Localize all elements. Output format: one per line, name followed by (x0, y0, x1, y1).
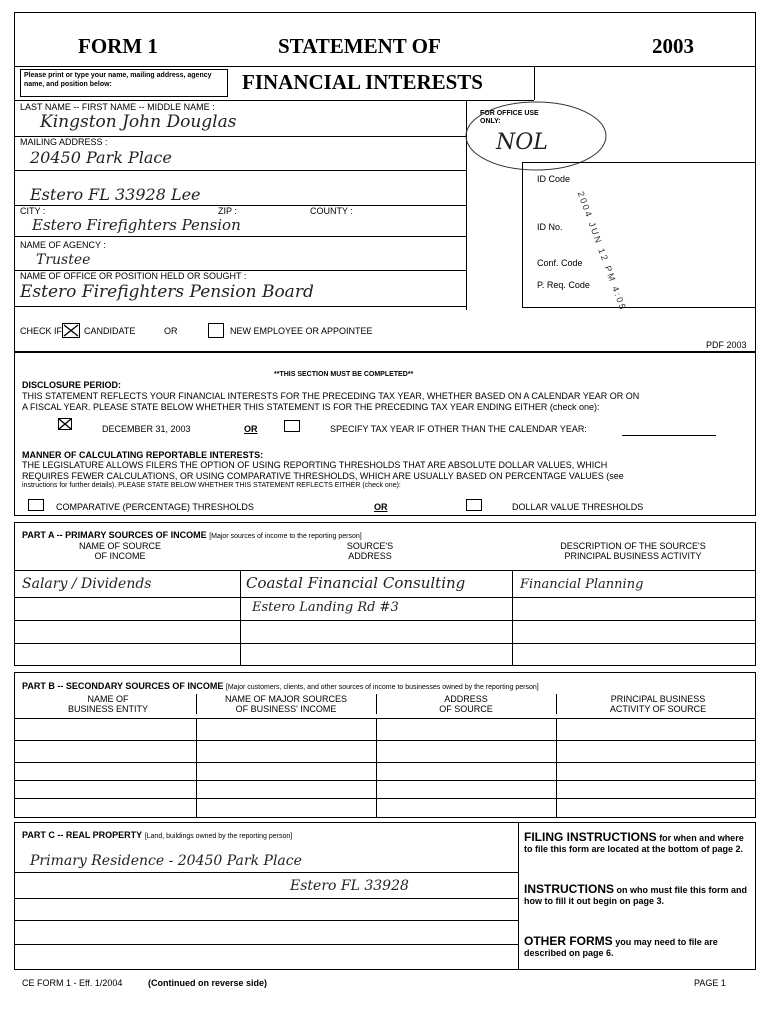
part-a-col1-header1: NAME OF SOURCE (78, 541, 161, 551)
part-a-subtitle: [Major sources of income to the reporting person] (209, 533, 362, 540)
part-b-col2-header2: OF BUSINESS' INCOME (235, 704, 337, 714)
form-title-line2: FINANCIAL INTERESTS (242, 70, 483, 94)
city-label: CITY : (20, 206, 46, 216)
part-c-rule (14, 872, 518, 873)
specify-checkbox[interactable] (284, 420, 300, 432)
mailing-label: MAILING ADDRESS : (20, 137, 108, 147)
p-req-code-label: P. Req. Code (537, 280, 590, 290)
manner-text3: instructions for further details). PLEASE STATE BELOW WHETHER THIS STATEMENT REFLECTS EITHER (check one): (22, 482, 401, 489)
part-b-col1-header2: BUSINESS ENTITY (67, 704, 148, 714)
part-c-rule (14, 898, 518, 899)
part-c-subtitle: [Land, buildings owned by the reporting person] (144, 833, 293, 840)
position-label: NAME OF OFFICE OR POSITION HELD OR SOUGHT : (20, 271, 247, 281)
filing-text: for when and where to file this form are located at the bottom of page 2. (524, 833, 744, 854)
form-number: FORM 1 (78, 34, 158, 58)
dec31-label: DECEMBER 31, 2003 (102, 424, 191, 434)
period-text2: A FISCAL YEAR. PLEASE STATE BELOW WHETHER THIS STATEMENT IS FOR THE PRECEDING TAX YEAR ENDING EITHER (check one): (22, 402, 600, 412)
form-title-line1: STATEMENT OF (278, 34, 441, 58)
part-b-header-divider (556, 694, 557, 714)
part-b-col-divider (376, 718, 377, 818)
period-or-label: OR (244, 424, 258, 434)
position-value[interactable]: Estero Firefighters Pension Board (20, 282, 314, 302)
part-b-header-divider (196, 694, 197, 714)
part-b-row-rule (14, 762, 756, 763)
part-b-header-divider (376, 694, 377, 714)
part-a-col-divider (512, 570, 513, 666)
manner-text1: THE LEGISLATURE ALLOWS FILERS THE OPTION OF USING REPORTING THRESHOLDS THAT ARE ABSOLUTE DOLLAR VALUES, WHICH (22, 460, 608, 470)
part-b-col4-header1: PRINCIPAL BUSINESS (610, 694, 706, 704)
footer-form-id: CE FORM 1 - Eff. 1/2004 (22, 978, 123, 988)
part-b-row-rule (14, 780, 756, 781)
part-a-title-text: PART A -- PRIMARY SOURCES OF INCOME (22, 530, 207, 540)
part-a-row1-address[interactable]: Coastal Financial Consulting (246, 574, 466, 592)
zip-label: ZIP : (218, 206, 237, 216)
part-a-row-rule (14, 570, 756, 571)
part-b-title-text: PART B -- SECONDARY SOURCES OF INCOME (22, 681, 224, 691)
part-a-row2-address[interactable]: Estero Landing Rd #3 (252, 600, 399, 615)
id-no-label: ID No. (537, 222, 563, 232)
part-a-row-rule (14, 643, 756, 644)
mailing-line1-rule (14, 170, 466, 171)
checkmark-x-icon (62, 323, 80, 338)
part-a-col3-header1: DESCRIPTION OF THE SOURCE'S (560, 541, 706, 551)
mailing-line2-rule (14, 205, 466, 206)
dollar-checkbox[interactable] (466, 499, 482, 511)
checkmark-x-icon (58, 418, 72, 430)
part-b-col3-header2: OF SOURCE (439, 704, 493, 714)
candidate-label: CANDIDATE (84, 326, 136, 336)
filing-instructions-block (524, 832, 750, 855)
period-text1: THIS STATEMENT REFLECTS YOUR FINANCIAL INTERESTS FOR THE PRECEDING TAX YEAR, WHETHER BASED ON A CALENDAR YEAR OR ON (22, 391, 640, 401)
comparative-checkbox[interactable] (28, 499, 44, 511)
dollar-label: DOLLAR VALUE THRESHOLDS (512, 502, 644, 512)
name-label: LAST NAME -- FIRST NAME -- MIDDLE NAME : (20, 102, 215, 112)
part-a-row1-name[interactable]: Salary / Dividends (22, 576, 152, 592)
manner-or-label: OR (374, 502, 388, 512)
part-a-col2-header2: ADDRESS (348, 551, 392, 561)
part-c-line2[interactable]: Estero FL 33928 (290, 878, 409, 894)
office-use-label: FOR OFFICE USE ONLY: (480, 110, 539, 125)
part-b-col-divider (196, 718, 197, 818)
conf-code-label: Conf. Code (537, 258, 583, 268)
comparative-label: COMPARATIVE (PERCENTAGE) THRESHOLDS (56, 502, 254, 512)
part-b-col1-header1: NAME OF (87, 694, 129, 704)
header-divider-right (534, 66, 756, 67)
part-a-col-divider (240, 570, 241, 666)
instruction-text: Please print or type your name, mailing address, agency name, and position below: (24, 72, 212, 88)
part-c-instructions-divider (518, 822, 519, 970)
other-forms-title: OTHER FORMS (524, 934, 613, 948)
mailing-line2[interactable]: Estero FL 33928 Lee (30, 185, 201, 204)
id-code-label: ID Code (537, 174, 571, 184)
agency-line1[interactable]: Estero Firefighters Pension (32, 216, 241, 234)
other-forms-text: you may need to file are described on page 6. (524, 937, 718, 958)
other-forms-block (524, 936, 750, 959)
part-b-col3-header1: ADDRESS (444, 694, 488, 704)
pdf-label: PDF 2003 (706, 340, 747, 350)
instructions-block (524, 884, 750, 907)
footer-continued: (Continued on reverse side) (148, 978, 268, 988)
must-complete-label: **THIS SECTION MUST BE COMPLETED** (274, 371, 414, 378)
instructions-text: on who must file this form and how to fill it out begin on page 3. (524, 885, 748, 906)
candidate-checkbox[interactable] (62, 323, 80, 338)
filing-title: FILING INSTRUCTIONS (524, 830, 657, 844)
position-rule (14, 306, 466, 307)
footer-page: PAGE 1 (694, 978, 726, 988)
part-c-title-text: PART C -- REAL PROPERTY (22, 830, 143, 840)
part-b-row-rule (14, 740, 756, 741)
part-b-subtitle: [Major customers, clients, and other sources of income to businesses owned by the reporting person] (225, 684, 539, 691)
form-year: 2003 (652, 34, 694, 58)
check-if-label: CHECK IF (20, 326, 63, 336)
agency-label: NAME OF AGENCY : (20, 240, 106, 250)
part-c-line1[interactable]: Primary Residence - 20450 Park Place (30, 853, 302, 869)
specify-label: SPECIFY TAX YEAR IF OTHER THAN THE CALENDAR YEAR: (330, 424, 587, 434)
new-employee-label: NEW EMPLOYEE OR APPOINTEE (230, 326, 373, 336)
part-b-col2-header1: NAME OF MAJOR SOURCES (224, 694, 347, 704)
county-label: COUNTY : (310, 206, 353, 216)
new-employee-checkbox[interactable] (208, 323, 224, 338)
part-c-rule (14, 920, 518, 921)
part-a-col2-header1: SOURCE'S (346, 541, 394, 551)
instruction-underline (14, 100, 534, 101)
received-stamp: 2004 JUN 12 PM 4:05 (575, 190, 629, 313)
dec31-checkbox[interactable] (58, 418, 72, 430)
header-divider-left (14, 66, 534, 67)
part-a-col1-header2: OF INCOME (94, 551, 146, 561)
check-or-label: OR (164, 326, 178, 336)
specify-input-line[interactable] (622, 435, 716, 436)
instructions-title: INSTRUCTIONS (524, 882, 614, 896)
part-b-col4-header2: ACTIVITY OF SOURCE (609, 704, 707, 714)
part-a-row-rule (14, 597, 756, 598)
part-c-rule (14, 944, 518, 945)
part-b-row-rule (14, 798, 756, 799)
part-b-row-rule (14, 718, 756, 719)
part-a-row-rule (14, 620, 756, 621)
manner-title: MANNER OF CALCULATING REPORTABLE INTERESTS: (22, 450, 264, 460)
agency-line2[interactable]: Trustee (36, 252, 91, 268)
part-b-col-divider (556, 718, 557, 818)
mailing-line1[interactable]: 20450 Park Place (30, 148, 172, 167)
part-a-row1-activity[interactable]: Financial Planning (520, 577, 644, 592)
agency-rule (14, 236, 466, 237)
part-a-col3-header2: PRINCIPAL BUSINESS ACTIVITY (564, 551, 702, 561)
office-stamp-nol: NOL (496, 130, 548, 155)
manner-text2: REQUIRES FEWER CALCULATIONS, OR USING COMPARATIVE THRESHOLDS, WHICH ARE USUALLY BASED ON PERCENTAGE VALUES (see (22, 471, 624, 481)
name-value[interactable]: Kingston John Douglas (40, 112, 237, 132)
header-title-right-edge (534, 66, 535, 100)
part-b-title (22, 681, 539, 693)
part-c-title (22, 830, 292, 842)
period-title: DISCLOSURE PERIOD: (22, 380, 122, 390)
